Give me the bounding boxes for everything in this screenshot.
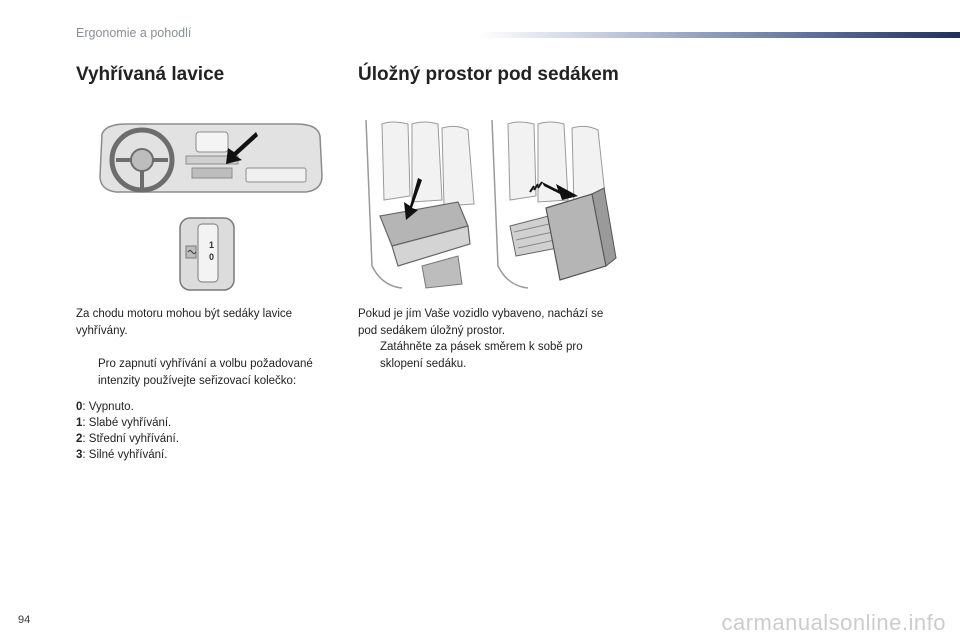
bench-seat-illustration xyxy=(362,116,486,290)
heat-level-text: : Slabé vyhřívání. xyxy=(82,417,172,429)
site-watermark: carmanualsonline.info xyxy=(721,610,946,635)
heat-level-item xyxy=(76,447,326,463)
heating-dial-illustration xyxy=(176,214,238,294)
under-seat-storage-instruction-text: Zatáhněte za pásek směrem k sobě pro sklopení sedáku. xyxy=(380,341,583,370)
under-seat-storage-instruction xyxy=(358,339,620,373)
chapter-title: Ergonomie a pohodlí xyxy=(76,26,192,40)
heated-bench-title: Vyhřívaná lavice xyxy=(76,64,225,85)
heat-level-text: : Silné vyhřívání. xyxy=(82,449,168,461)
heated-bench-instruction-text: Pro zapnutí vyhřívání a volbu požadované intenzity používejte seřizovací kolečko: xyxy=(98,358,313,387)
heat-level-text: : Vypnuto. xyxy=(82,401,134,413)
under-seat-storage-intro: Pokud je jím Vaše vozidlo vybaveno, nachází se pod sedákem úložný prostor. xyxy=(358,308,604,337)
heat-levels-list xyxy=(76,399,326,463)
folded-seat-illustration xyxy=(488,116,618,290)
heat-level-text: : Střední vyhřívání. xyxy=(82,433,179,445)
heat-level-item xyxy=(76,415,326,431)
dial-mark-0: 0 xyxy=(209,252,215,262)
heat-level-key: 1 xyxy=(76,417,83,429)
under-seat-storage-title: Úložný prostor pod sedákem xyxy=(358,64,619,85)
heat-level-item xyxy=(76,431,326,447)
heat-level-item xyxy=(76,399,326,415)
heated-bench-intro: Za chodu motoru mohou být sedáky lavice vyhřívány. xyxy=(76,308,293,337)
heat-level-key: 3 xyxy=(76,449,83,461)
dashboard-illustration xyxy=(96,120,326,200)
header-bar xyxy=(478,32,960,38)
page-number: 94 xyxy=(18,614,31,626)
heat-level-key: 2 xyxy=(76,433,83,445)
dial-mark-1: 1 xyxy=(209,240,215,250)
heat-level-key: 0 xyxy=(76,401,83,413)
heated-bench-instruction xyxy=(76,356,338,390)
